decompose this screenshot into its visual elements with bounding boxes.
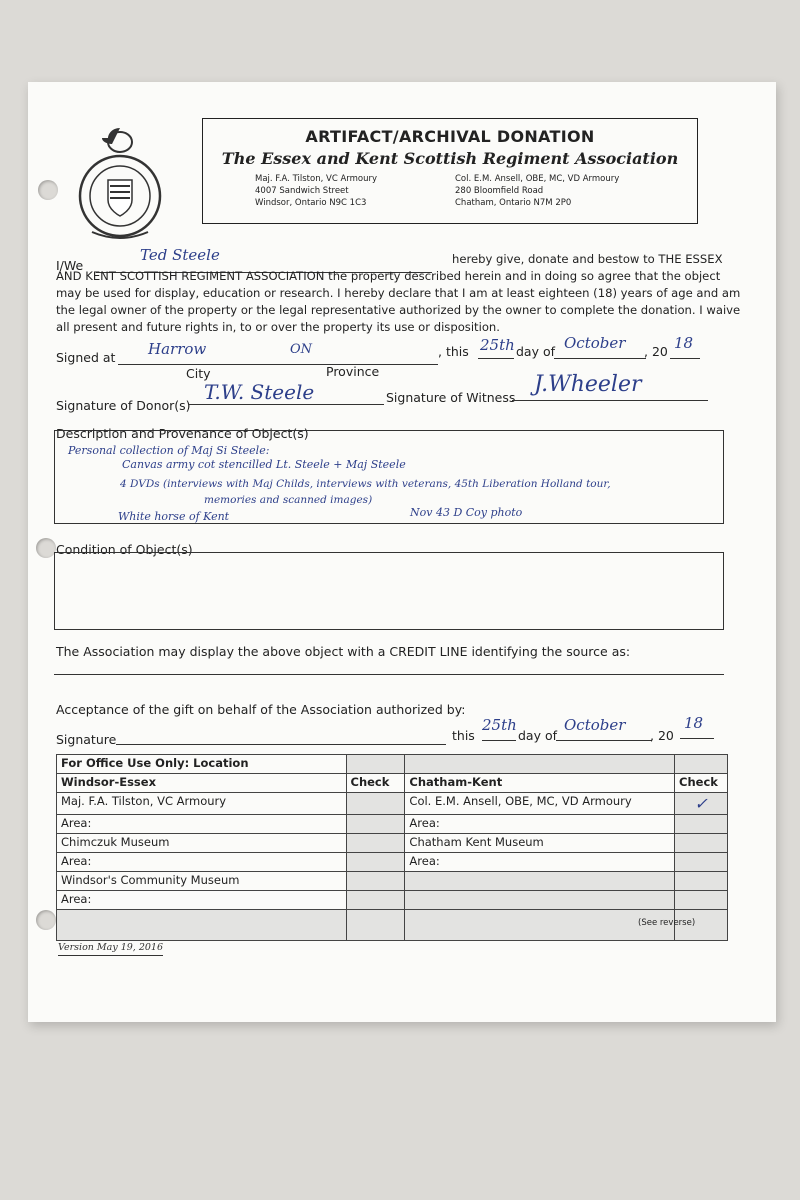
check-box[interactable] [346, 815, 405, 834]
check-box[interactable] [675, 891, 728, 910]
form-title: ARTIFACT/ARCHIVAL DONATION [305, 127, 595, 146]
signed-province[interactable]: ON [290, 342, 313, 357]
version-note: Version May 19, 2016 [58, 942, 163, 956]
description-line: Nov 43 D Coy photo [410, 506, 523, 519]
punch-hole [38, 180, 58, 200]
table-cell [675, 755, 728, 774]
acceptance-label: Acceptance of the gift on behalf of the Association authorized by: [56, 702, 466, 717]
form-page [28, 82, 776, 1022]
this-label: , this [438, 344, 469, 359]
donor-signature[interactable]: T.W. Steele [204, 380, 315, 404]
table-cell [346, 755, 405, 774]
acceptance-year-prefix: , 20 [650, 728, 674, 743]
check-box[interactable] [675, 815, 728, 834]
signed-at-line [118, 364, 438, 365]
check-box[interactable] [675, 834, 728, 853]
acceptance-day[interactable]: 25th [482, 716, 517, 734]
check-box[interactable] [675, 853, 728, 872]
check-box[interactable] [346, 793, 405, 815]
chatham-location [405, 872, 675, 891]
windsor-location: Maj. F.A. Tilston, VC Armoury [57, 793, 347, 815]
day-of-label: day of [516, 344, 556, 359]
chatham-location: Area: [405, 853, 675, 872]
check-box[interactable] [346, 891, 405, 910]
chatham-address: Col. E.M. Ansell, OBE, MC, VD Armoury 280 Bloomfield Road Chatham, Ontario N7M 2P0 [455, 174, 620, 208]
condition-box[interactable] [54, 552, 724, 630]
signed-year[interactable]: 18 [674, 334, 694, 352]
donation-text-start: hereby give, donate and bestow to THE ESSEX [452, 252, 723, 266]
check-box[interactable] [346, 853, 405, 872]
acceptance-signature-label: Signature [56, 732, 117, 747]
chatham-location [405, 910, 675, 941]
acceptance-year-line [680, 738, 714, 739]
description-line: 4 DVDs (interviews with Maj Childs, interviews with veterans, 45th Liberation Holland tour, [120, 478, 611, 490]
table-row [57, 793, 728, 815]
donor-signature-label: Signature of Donor(s) [56, 398, 191, 413]
signed-day[interactable]: 25th [480, 336, 515, 354]
acceptance-day-of-label: day of [518, 728, 558, 743]
signed-at-label: Signed at [56, 350, 116, 365]
header-box [202, 118, 698, 224]
organization-name: The Essex and Kent Scottish Regiment Association [221, 149, 679, 168]
signed-city[interactable]: Harrow [148, 340, 207, 358]
description-label: Description and Provenance of Object(s) [56, 426, 309, 441]
windsor-location: Chimczuk Museum [57, 834, 347, 853]
description-line: memories and scanned images) [204, 494, 373, 506]
check-header: Check [346, 774, 405, 793]
table-cell [405, 755, 675, 774]
iwe-label: I/We [56, 258, 84, 273]
punch-hole [36, 910, 56, 930]
witness-signature-line [512, 400, 708, 401]
check-box[interactable] [675, 872, 728, 891]
acceptance-year[interactable]: 18 [684, 714, 704, 732]
acceptance-day-line [482, 740, 516, 741]
description-line: White horse of Kent [118, 510, 230, 523]
table-row [57, 853, 728, 872]
chatham-location: Chatham Kent Museum [405, 834, 675, 853]
acceptance-month-line [556, 740, 652, 741]
office-use-table [56, 754, 728, 941]
witness-signature[interactable]: J.Wheeler [534, 372, 642, 397]
signed-month[interactable]: October [564, 334, 626, 352]
credit-line-label: The Association may display the above object with a CREDIT LINE identifying the source as: [56, 644, 631, 659]
credit-line-input[interactable] [54, 674, 724, 675]
check-mark[interactable]: ✓ [675, 793, 728, 815]
windsor-address: Maj. F.A. Tilston, VC Armoury 4007 Sandwich Street Windsor, Ontario N9C 1C3 [255, 174, 378, 208]
donor-name[interactable]: Ted Steele [140, 246, 220, 264]
table-row [57, 815, 728, 834]
chatham-location: Area: [405, 815, 675, 834]
chatham-location [405, 891, 675, 910]
chatham-kent-header: Chatham-Kent [405, 774, 675, 793]
table-row [57, 872, 728, 891]
acceptance-month[interactable]: October [564, 716, 626, 734]
table-row [57, 891, 728, 910]
check-header: Check [675, 774, 728, 793]
punch-hole [36, 538, 56, 558]
witness-signature-label: Signature of Witness [386, 390, 516, 405]
condition-label: Condition of Object(s) [56, 542, 193, 557]
check-box[interactable] [346, 872, 405, 891]
windsor-location: Windsor's Community Museum [57, 872, 347, 891]
city-caption: City [186, 366, 211, 381]
acceptance-this-label: this [452, 728, 475, 743]
check-box[interactable] [346, 834, 405, 853]
day-line [478, 358, 514, 359]
table-row [57, 834, 728, 853]
acceptance-signature-line[interactable] [116, 744, 446, 745]
see-reverse-note: (See reverse) [638, 918, 696, 928]
office-use-heading: For Office Use Only: Location [57, 755, 347, 774]
donation-statement: AND KENT SCOTTISH REGIMENT ASSOCIATION the property described herein and in doing so agree that the object may be used for display, education or research. I hereby declare that I am at least eighteen (18) years of age and am the legal owner of the property or the legal representative authorized by the owner to complete the donation. I waive all present and future rights in, to or over the property its use or disposition. [56, 269, 741, 334]
windsor-location [57, 910, 347, 941]
year-prefix: , 20 [644, 344, 668, 359]
windsor-essex-header: Windsor-Essex [57, 774, 347, 793]
year-line [670, 358, 700, 359]
table-row [57, 910, 728, 941]
donor-signature-line [188, 404, 384, 405]
description-line: Canvas army cot stencilled Lt. Steele + Maj Steele [122, 458, 406, 471]
check-box[interactable] [346, 910, 405, 941]
windsor-location: Area: [57, 853, 347, 872]
windsor-location: Area: [57, 815, 347, 834]
month-line [554, 358, 646, 359]
chatham-location: Col. E.M. Ansell, OBE, MC, VD Armoury [405, 793, 675, 815]
windsor-location: Area: [57, 891, 347, 910]
province-caption: Province [326, 364, 380, 379]
regiment-crest-logo [72, 124, 168, 244]
description-line: Personal collection of Maj Si Steele: [68, 444, 270, 457]
